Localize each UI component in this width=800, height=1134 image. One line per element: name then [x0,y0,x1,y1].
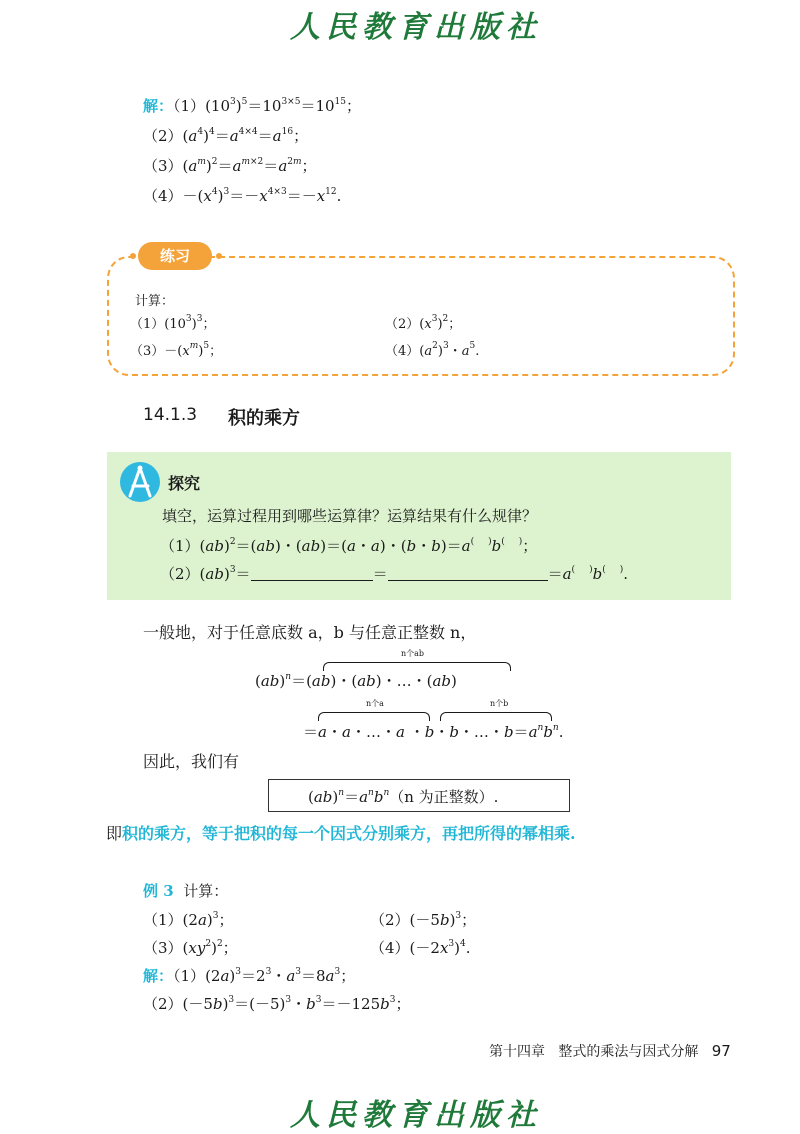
brace-label-n-b: n个b [490,699,509,708]
rule-statement: 即积的乘方，等于把积的每一个因式分别乘方，再把所得的幂相乘. [106,824,576,843]
example-item-1: $(1)(2a)^3$； [143,911,234,929]
answer-blank-2[interactable] [388,566,548,581]
brace-label-n-a: n个a [366,699,384,708]
section-number: 14.1.3 [143,405,198,425]
example-solution-label: 解： [143,967,174,985]
brace-label-n-ab: n个ab [401,649,425,658]
footer-publisher-logo: 人民教育出版社 [290,1098,542,1133]
practice-item-1: $(1)(10^3)^3$； [130,314,216,332]
practice-tab-dot-right [216,253,222,259]
example-solution-1: 解：$(1)(2a)^3=2^3$・$a^3=8a^3$； [143,967,356,985]
answer-blank-1[interactable] [251,566,373,581]
product-power-formula: $(ab)^n=a^nb^n(n$ 为正整数）. [308,788,499,806]
explore-title: 探究 [168,474,201,493]
example-solution-2: $(2)(-5b)^3=(-5)^3$・$b^3=-125b^3$； [143,995,411,1013]
explore-compass-icon [120,462,160,502]
page-footer [489,1041,731,1061]
header-publisher-logo: 人民教育出版社 [290,10,542,45]
derivation-line-1: (ab)$^n$＝(ab)・(ab)・…・(ab) [255,672,457,690]
example-item-4: $(4)(-2x^3)^4$. [370,939,471,957]
example-heading: 例 3 计算： [143,882,229,900]
example-label: 例 3 [143,882,174,900]
therefore-text: 因此，我们有 [143,752,240,771]
practice-title: 练习 [138,242,212,270]
brace-n-a [318,712,430,721]
solution-line-3: $(3)(a^m)^2=a^{m\times 2}=a^{2m}$； [143,157,317,175]
practice-prompt: 计算： [135,294,175,309]
page-number: 97 [711,1042,731,1060]
brace-n-b [440,712,552,721]
solution-line-2: $(2)(a^4)^4=a^{4\times 4}=a^{16}$； [143,127,309,145]
explore-question: 填空，运算过程用到哪些运算律？运算结果有什么规律？ [162,507,538,525]
explore-item-2: （2）(ab)$^3$＝ ＝ ＝a( )b( ). [160,565,628,583]
practice-item-4: $(4)(a^2)^3$・$a^5$. [385,341,480,359]
explore-item-1: （1）(ab)$^2$＝(ab)・(ab)＝(a・a)・(b・b)＝a( )b( )； [160,537,538,555]
practice-item-2: $(2)(x^3)^2$； [385,314,462,332]
example-item-2: $(2)(-5b)^3$； [370,911,477,929]
practice-item-3: $(3)-(x^m)^5$； [130,341,223,359]
general-intro: 一般地，对于任意底数 a，b 与任意正整数 n， [143,623,477,642]
derivation-line-2: ＝a・a・…・a ・b・b・…・$b=a^nb^n$. [303,723,564,741]
solution-line-4: $(4)-(x^4)^3=-x^{4\times 3}=-x^{12}$. [143,187,342,205]
footer-chapter: 第十四章 [489,1044,545,1060]
example-item-3: $(3)(xy^2)^2$； [143,939,238,957]
solution-label: 解： [143,97,174,115]
solution-line-1: 解：$(1)(10^3)^5=10^{3\times 5}=10^{15}$； [143,97,361,115]
section-title: 积的乘方 [228,408,300,429]
practice-tab-dot-left [130,253,136,259]
footer-chapter-title: 整式的乘法与因式分解 [558,1044,699,1060]
